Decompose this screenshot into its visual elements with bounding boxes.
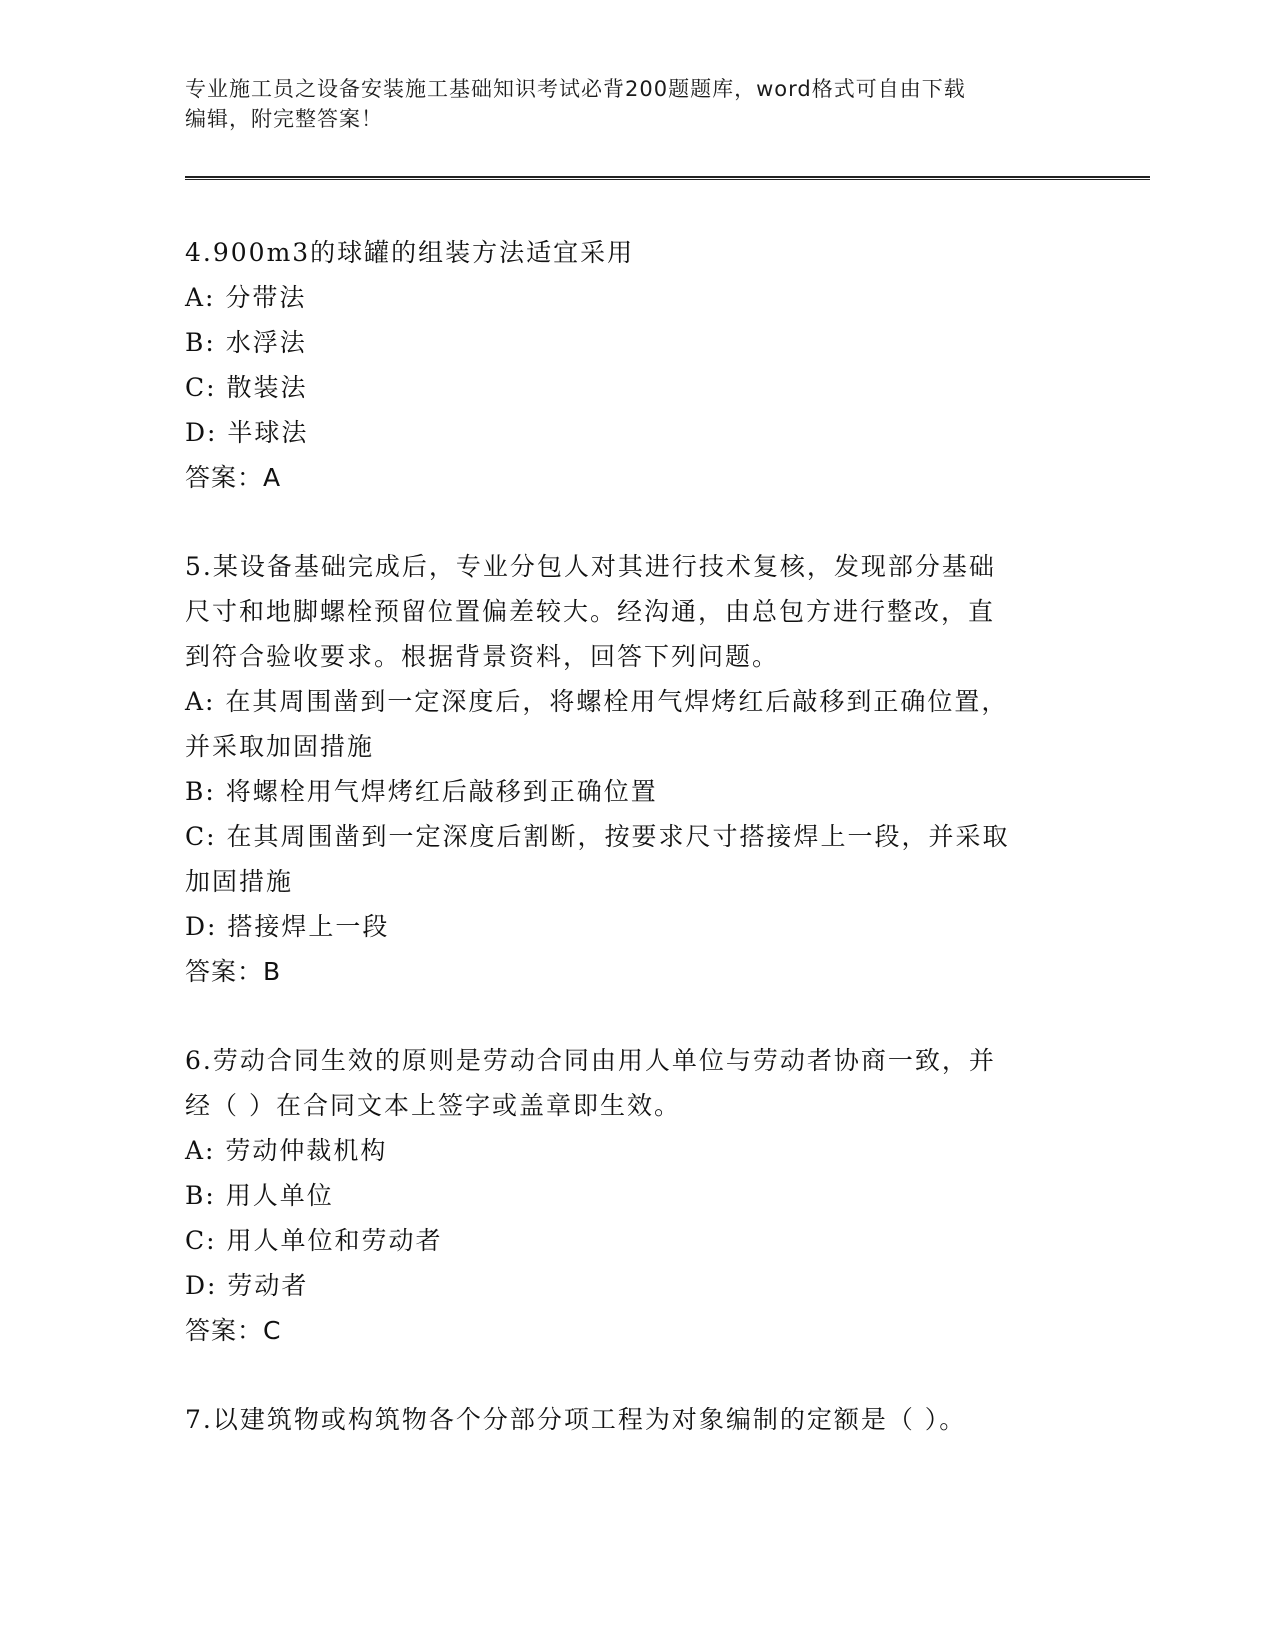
option-a: A: 分带法	[185, 283, 307, 312]
question-stem: 经（ ）在合同文本上签字或盖章即生效。	[185, 1091, 681, 1120]
answer: 答案：A	[185, 463, 282, 492]
question-4	[185, 230, 1085, 500]
header-line-1: 专业施工员之设备安装施工基础知识考试必背200题题库，word格式可自由下载	[185, 77, 966, 101]
question-stem: 4.900m3的球罐的组装方法适宜采用	[185, 238, 635, 267]
option-c: C: 用人单位和劳动者	[185, 1226, 443, 1255]
option-d: D: 劳动者	[185, 1271, 309, 1300]
option-d: D: 搭接焊上一段	[185, 912, 390, 941]
question-stem: 到符合验收要求。根据背景资料，回答下列问题。	[185, 642, 780, 671]
answer: 答案：C	[185, 1316, 282, 1345]
question-stem: 7.以建筑物或构筑物各个分部分项工程为对象编制的定额是（ ）。	[185, 1405, 967, 1434]
option-a-continued: 并采取加固措施	[185, 732, 375, 761]
header-divider	[185, 176, 1150, 180]
header-line-2: 编辑，附完整答案！	[185, 107, 383, 131]
question-list	[185, 230, 1085, 1486]
answer: 答案：B	[185, 957, 282, 986]
question-6	[185, 1038, 1085, 1353]
option-c: C: 在其周围凿到一定深度后割断，按要求尺寸搭接焊上一段，并采取	[185, 822, 1010, 851]
option-b: B: 水浮法	[185, 328, 307, 357]
option-b: B: 将螺栓用气焊烤红后敲移到正确位置	[185, 777, 658, 806]
option-d: D: 半球法	[185, 418, 309, 447]
question-5	[185, 544, 1085, 994]
option-b: B: 用人单位	[185, 1181, 334, 1210]
option-a: A: 在其周围凿到一定深度后，将螺栓用气焊烤红后敲移到正确位置，	[185, 687, 1009, 716]
question-stem: 尺寸和地脚螺栓预留位置偏差较大。经沟通，由总包方进行整改，直	[185, 597, 996, 626]
document-header	[185, 74, 1065, 134]
question-stem: 5.某设备基础完成后，专业分包人对其进行技术复核，发现部分基础	[185, 552, 996, 581]
option-c: C: 散装法	[185, 373, 308, 402]
option-c-continued: 加固措施	[185, 867, 294, 896]
option-a: A: 劳动仲裁机构	[185, 1136, 388, 1165]
question-7	[185, 1397, 1085, 1442]
question-stem: 6.劳动合同生效的原则是劳动合同由用人单位与劳动者协商一致，并	[185, 1046, 996, 1075]
